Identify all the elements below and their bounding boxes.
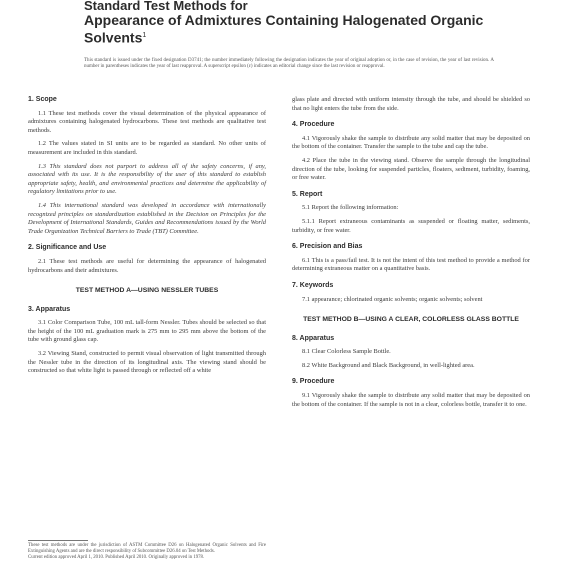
footnote-1: These test methods are under the jurisdiction of ASTM Committee D26 on Halogenated Organic Solvents and Fire Extinguishing Agents and are the direct responsibility of Subcommittee D26.04 on Test Methods. (28, 543, 266, 554)
paragraph-4-1: 4.1 Vigorously shake the sample to distribute any solid matter that may be deposited on the bottom of the container. Transfer the sample to the tube and cap the tube. (292, 134, 530, 151)
paragraph-3-2: 3.2 Viewing Stand, constructed to permit visual observation of light transmitted through the Nessler tube in the direction of its longitudinal axis. The viewing stand should be constructed so that white light is passed through or reflected off a white (28, 349, 266, 375)
paragraph-6-1: 6.1 This is a pass/fail test. It is not the intent of this test method to provide a method for determining extraneous matter on a quantitative basis. (292, 256, 530, 273)
section-heading-precision: 6. Precision and Bias (292, 243, 363, 251)
paragraph-continuation: glass plate and directed with uniform intensity through the tube, and should be shielded so that no light enters the tube from the side. (292, 96, 530, 112)
paragraph-1-2: 1.2 The values stated in SI units are to be regarded as standard. No other units of measurement are included in this standard. (28, 140, 266, 156)
paragraph-7-1: 7.1 appearance; chlorinated organic solvents; organic solvents; solvent (302, 295, 483, 303)
paragraph-1-4: 1.4 This international standard was developed in accordance with internationally recognized principles on standardization established in the Decision on Principles for the Development of International Standards, Guides and Recommendations issued by the World Trade Organization Technical Barriers to Trade (TBT) Committee. (28, 201, 266, 235)
paragraph-3-1: 3.1 Color Comparison Tube, 100 mL tall-form Nessler. Tubes should be selected so that the height of the 100 mL graduation mark is 275 mm to 295 mm above the bottom of the tube with ground glass cap. (28, 319, 266, 344)
section-heading-apparatus-a: 3. Apparatus (28, 305, 71, 313)
method-b-heading: TEST METHOD B—USING A CLEAR, COLORLESS GLASS BOTTLE (303, 316, 519, 324)
section-heading-keywords: 7. Keywords (292, 281, 334, 289)
paragraph-2-1: 2.1 These test methods are useful for determining the appearance of halogenated hydrocarbons and their admixtures. (28, 257, 266, 274)
section-heading-procedure-a: 4. Procedure (292, 121, 335, 129)
title-line-1: Standard Test Methods for (84, 0, 248, 13)
document-title (84, 0, 524, 46)
section-heading-significance: 2. Significance and Use (28, 244, 107, 252)
paragraph-9-1: 9.1 Vigorously shake the sample to distribute any solid matter that may be deposited on the bottom of the container. If the sample is not in a clear, colorless bottle, transfer it to one. (292, 391, 530, 408)
title-footnote-mark: 1 (142, 32, 147, 39)
paragraph-1-1: 1.1 These test methods cover the visual determination of the physical appearance of admixtures containing halogenated hydrocarbons. These test methods are qualitative test methods. (28, 109, 266, 134)
footnote (28, 543, 266, 561)
right-column (292, 96, 530, 414)
left-column (28, 96, 266, 381)
footnote-2: Current edition approved April 1, 2010. Published April 2010. Originally approved in 1978. (28, 555, 205, 560)
paragraph-4-2: 4.2 Place the tube in the viewing stand. Observe the sample through the longitudinal direction of the tube, looking for suspended particles, floaters, sediment, turbidity, foaming, or free water. (292, 156, 530, 182)
section-heading-scope: 1. Scope (28, 96, 57, 103)
method-a-heading: TEST METHOD A—USING NESSLER TUBES (75, 287, 219, 295)
paragraph-5-1: 5.1 Report the following information: (302, 204, 399, 212)
paragraph-1-3: 1.3 This standard does not purport to address all of the safety concerns, if any, associated with its use. It is the responsibility of the user of this standard to establish appropriate safety, health, and environmental practices and determine the applicability of regulatory limitations prior to use. (28, 162, 266, 196)
title-line-2: Appearance of Admixtures Containing Halogenated Organic (84, 12, 484, 28)
section-heading-apparatus-b: 8. Apparatus (292, 334, 335, 342)
section-heading-report: 5. Report (292, 190, 323, 198)
designation-note: This standard is issued under the fixed designation D3741; the number immediately following the designation indicates the year of original adoption or, in the case of revision, the year of last revision. A number in parentheses indicates the year of last reapproval. A superscript epsilon (ε) indicates an editorial change since the last revision or reapproval. (84, 58, 494, 70)
section-heading-procedure-b: 9. Procedure (292, 378, 335, 386)
paragraph-5-1-1: 5.1.1 Report extraneous contaminants as suspended or floating matter, sediments, turbidity, or free water. (292, 217, 530, 234)
paragraph-8-2: 8.2 White Background and Black Background, in well-lighted area. (302, 361, 475, 369)
title-line-3: Solvents$^1$ (84, 29, 147, 46)
footnote-divider (28, 540, 88, 541)
paragraph-8-1: 8.1 Clear Colorless Sample Bottle. (302, 348, 391, 356)
